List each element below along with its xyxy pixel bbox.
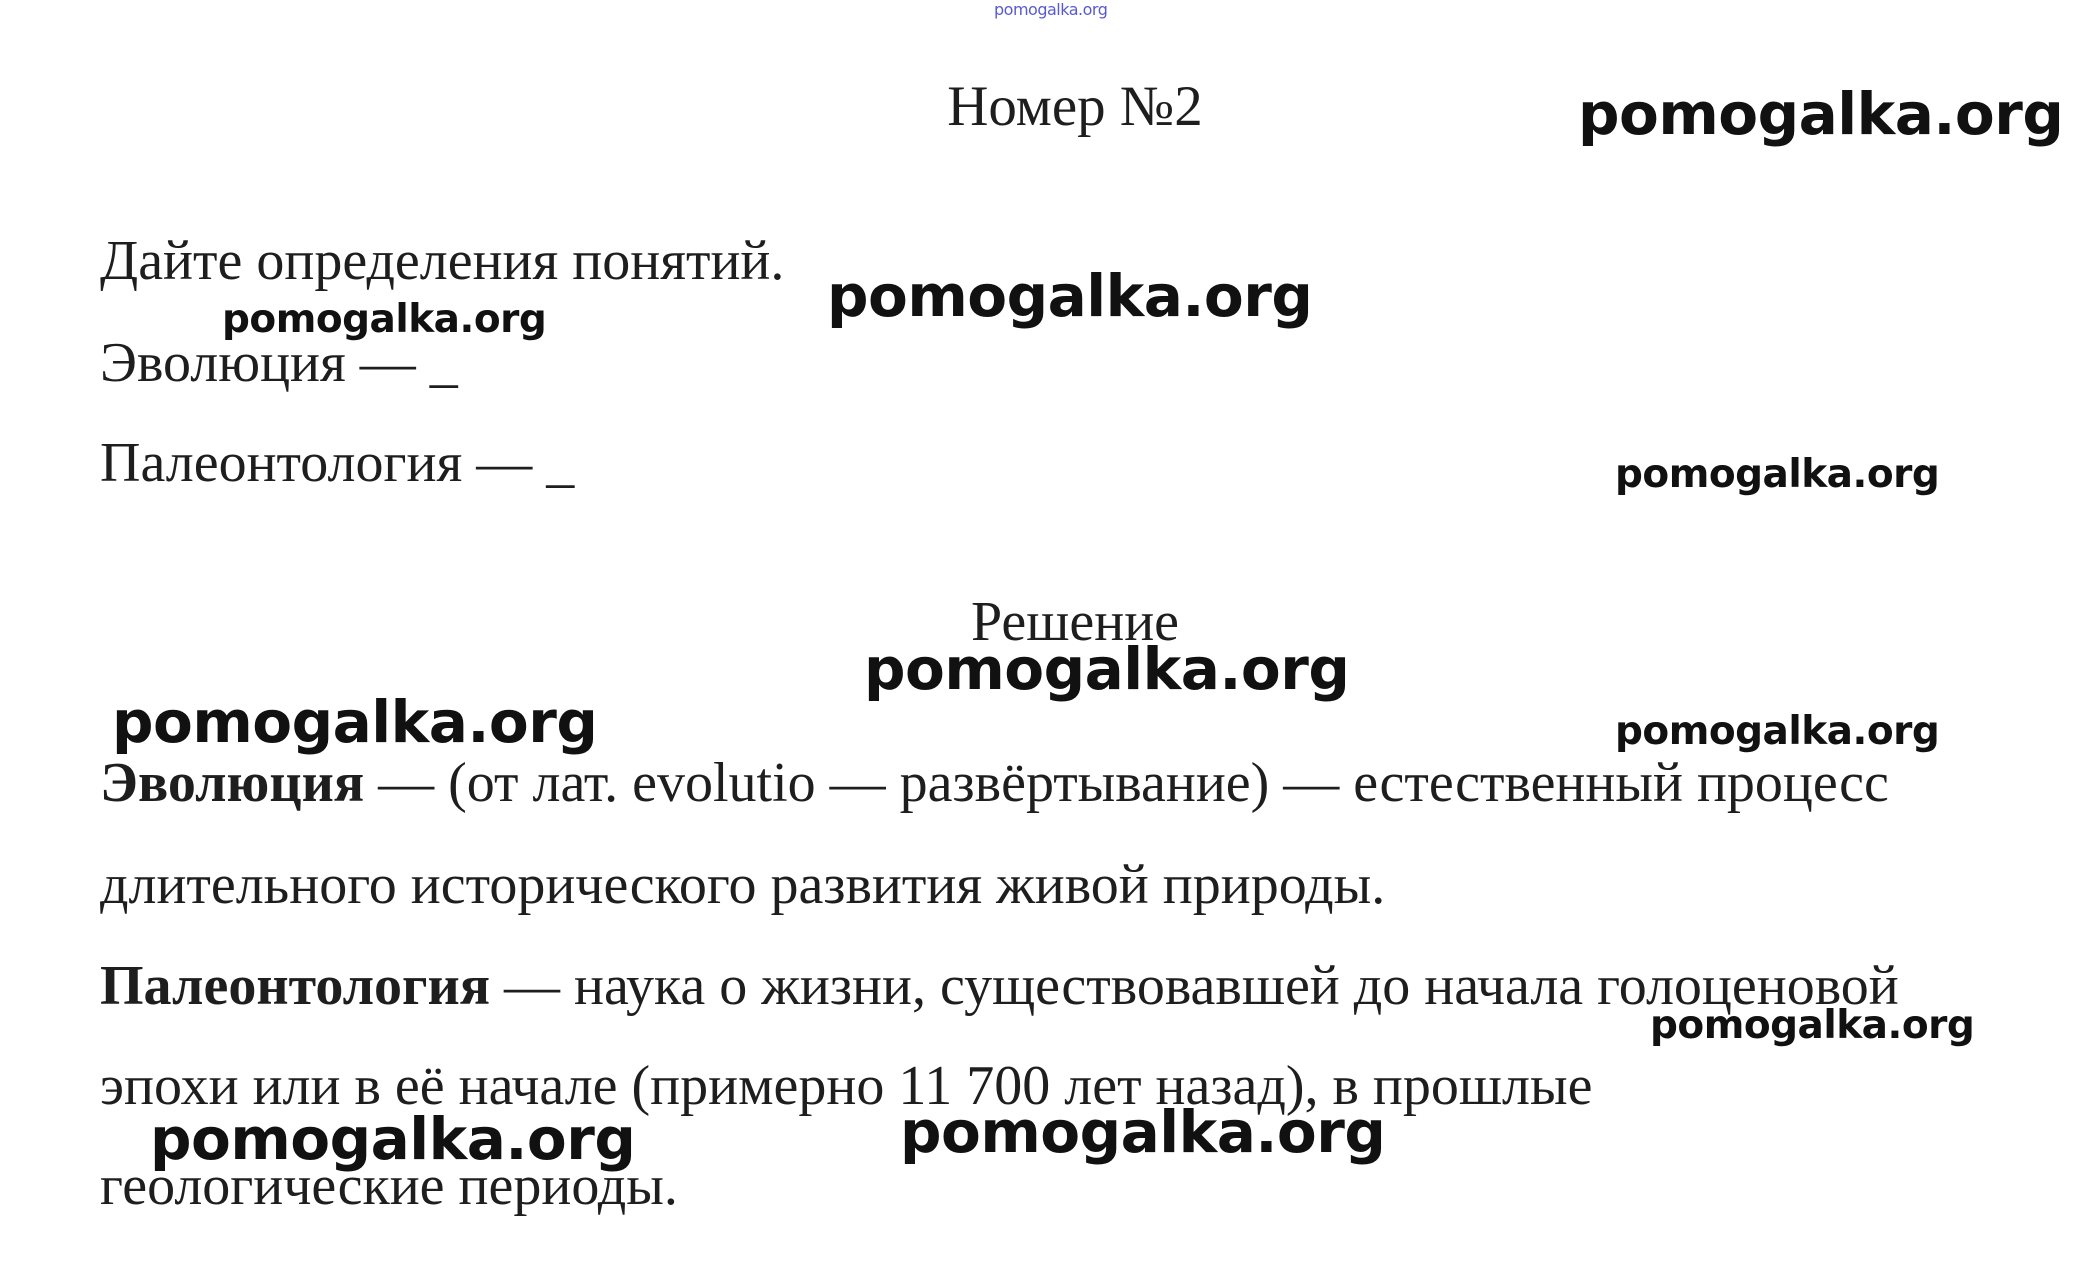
task-item-paleontology bbox=[100, 432, 575, 494]
solution-paleontology-term: Палеонтология bbox=[100, 955, 491, 1017]
watermark: pomogalka.org bbox=[900, 1098, 1386, 1166]
solution-paleontology-line-1 bbox=[100, 955, 1899, 1017]
task-item-rest: — _ bbox=[345, 332, 458, 394]
task-item-term: Эволюция bbox=[100, 332, 346, 394]
watermark: pomogalka.org bbox=[827, 262, 1313, 330]
watermark: pomogalka.org bbox=[864, 635, 1350, 703]
watermark: pomogalka.org bbox=[1615, 709, 1940, 754]
task-item-evolution bbox=[100, 332, 458, 394]
solution-evolution-line-2: длительного исторического развития живой природы. bbox=[100, 854, 1386, 916]
watermark: pomogalka.org bbox=[150, 1105, 636, 1173]
solution-evolution-term: Эволюция bbox=[100, 752, 365, 814]
solution-heading: Решение bbox=[970, 591, 1180, 653]
header-watermark: pomogalka.org bbox=[994, 0, 1108, 19]
watermark: pomogalka.org bbox=[1615, 452, 1940, 497]
solution-paleontology-line-3: геологические периоды. bbox=[100, 1155, 678, 1217]
task-item-rest: — _ bbox=[462, 432, 575, 494]
watermark: pomogalka.org bbox=[112, 688, 598, 756]
solution-evolution-line-1 bbox=[100, 752, 1889, 814]
watermark: pomogalka.org bbox=[222, 297, 547, 342]
task-prompt: Дайте определения понятий. bbox=[100, 230, 785, 292]
solution-paleontology-line-2: эпохи или в её начале (примерно 11 700 лет назад), в прошлые bbox=[100, 1055, 1593, 1117]
task-title: Номер №2 bbox=[947, 75, 1203, 138]
solution-paleontology-text: — наука о жизни, существовавшей до начала голоценовой bbox=[490, 955, 1899, 1017]
solution-evolution-text: — (от лат. evolutio — развёртывание) — естественный процесс bbox=[364, 752, 1889, 814]
watermark: pomogalka.org bbox=[1650, 1003, 1975, 1048]
task-item-term: Палеонтология bbox=[100, 432, 463, 494]
watermark: pomogalka.org bbox=[1578, 80, 2064, 148]
